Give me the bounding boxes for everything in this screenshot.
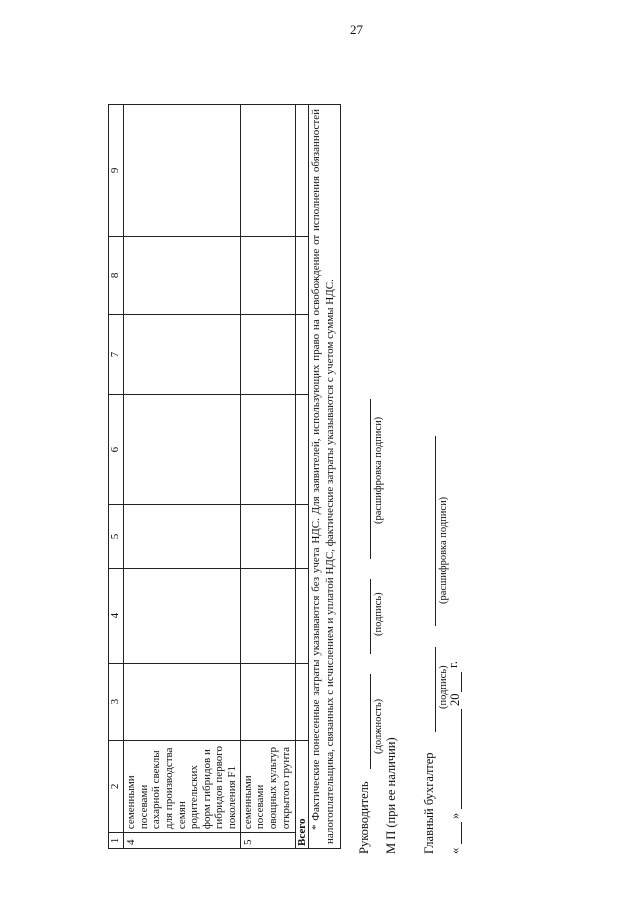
signature-caption: (подпись)	[373, 592, 384, 636]
column-number: 3	[109, 663, 124, 740]
empty-cell	[295, 395, 309, 505]
empty-cell	[295, 663, 309, 740]
data-table	[108, 104, 341, 849]
accountant-signature-caption: (подпись)	[438, 665, 449, 709]
column-number: 5	[109, 505, 124, 569]
row-label: семенными посевами сахарной свеклы для производства семян родительских форм гибридов и гибридов первого поколения F1	[124, 740, 241, 832]
chief-accountant-label: Главный бухгалтер	[422, 752, 436, 854]
accountant-decoding-caption: (расшифровка подписи)	[438, 496, 449, 604]
empty-cell	[295, 505, 309, 569]
empty-cell	[295, 568, 309, 663]
row-number: 4	[124, 833, 241, 849]
date-month-line	[461, 709, 462, 809]
column-number: 9	[109, 105, 124, 237]
column-number: 4	[109, 568, 124, 663]
footnote: * Фактические понесенные затраты указываются без учета НДС. Для заявителей, использующих право на освобождение от исполнения обязанностей налогоплательщика, связанных с исчислением и уплатой НДС, фактические затраты указываются с учетом суммы НДС.	[309, 105, 341, 849]
empty-cell	[240, 505, 295, 569]
empty-cell	[240, 395, 295, 505]
empty-cell	[240, 314, 295, 394]
table-row	[240, 105, 295, 849]
empty-cell	[124, 568, 241, 663]
row-number: 5	[240, 833, 295, 849]
total-row	[295, 105, 309, 849]
empty-cell	[295, 314, 309, 394]
date-close-quote: »	[448, 812, 462, 819]
decoding-line	[370, 399, 371, 559]
date-day-line	[461, 822, 462, 844]
empty-cell	[124, 236, 241, 314]
empty-cell	[240, 568, 295, 663]
rotated-page-content	[0, 104, 520, 904]
empty-cell	[295, 236, 309, 314]
empty-cell	[295, 105, 309, 237]
column-number: 7	[109, 314, 124, 394]
empty-cell	[240, 663, 295, 740]
position-caption: (должность)	[373, 698, 384, 754]
empty-cell	[124, 505, 241, 569]
empty-cell	[124, 663, 241, 740]
total-label: Всего	[295, 740, 309, 848]
position-line	[370, 674, 371, 769]
decoding-caption: (расшифровка подписи)	[373, 416, 384, 524]
table-row	[124, 105, 241, 849]
empty-cell	[240, 105, 295, 237]
footnote-row	[309, 105, 341, 849]
year-suffix: г.	[446, 661, 460, 668]
empty-cell	[124, 105, 241, 237]
page-number: 27	[350, 22, 363, 37]
column-number: 1	[109, 833, 124, 849]
date-open-quote: «	[448, 847, 462, 854]
table-header-row	[109, 105, 124, 849]
date-year-line	[461, 672, 462, 692]
row-label: семенными посевами овощных культур открытого грунта	[240, 740, 295, 832]
empty-cell	[124, 314, 241, 394]
column-number: 6	[109, 395, 124, 505]
accountant-signature-line	[435, 647, 436, 732]
accountant-decoding-line	[435, 436, 436, 626]
empty-cell	[240, 236, 295, 314]
column-number: 2	[109, 740, 124, 832]
stamp-label: М П (при ее наличии)	[384, 737, 398, 854]
head-label: Руководитель	[357, 781, 371, 854]
column-number: 8	[109, 236, 124, 314]
signature-line	[370, 579, 371, 654]
empty-cell	[124, 395, 241, 505]
year-prefix: 20	[448, 693, 462, 706]
